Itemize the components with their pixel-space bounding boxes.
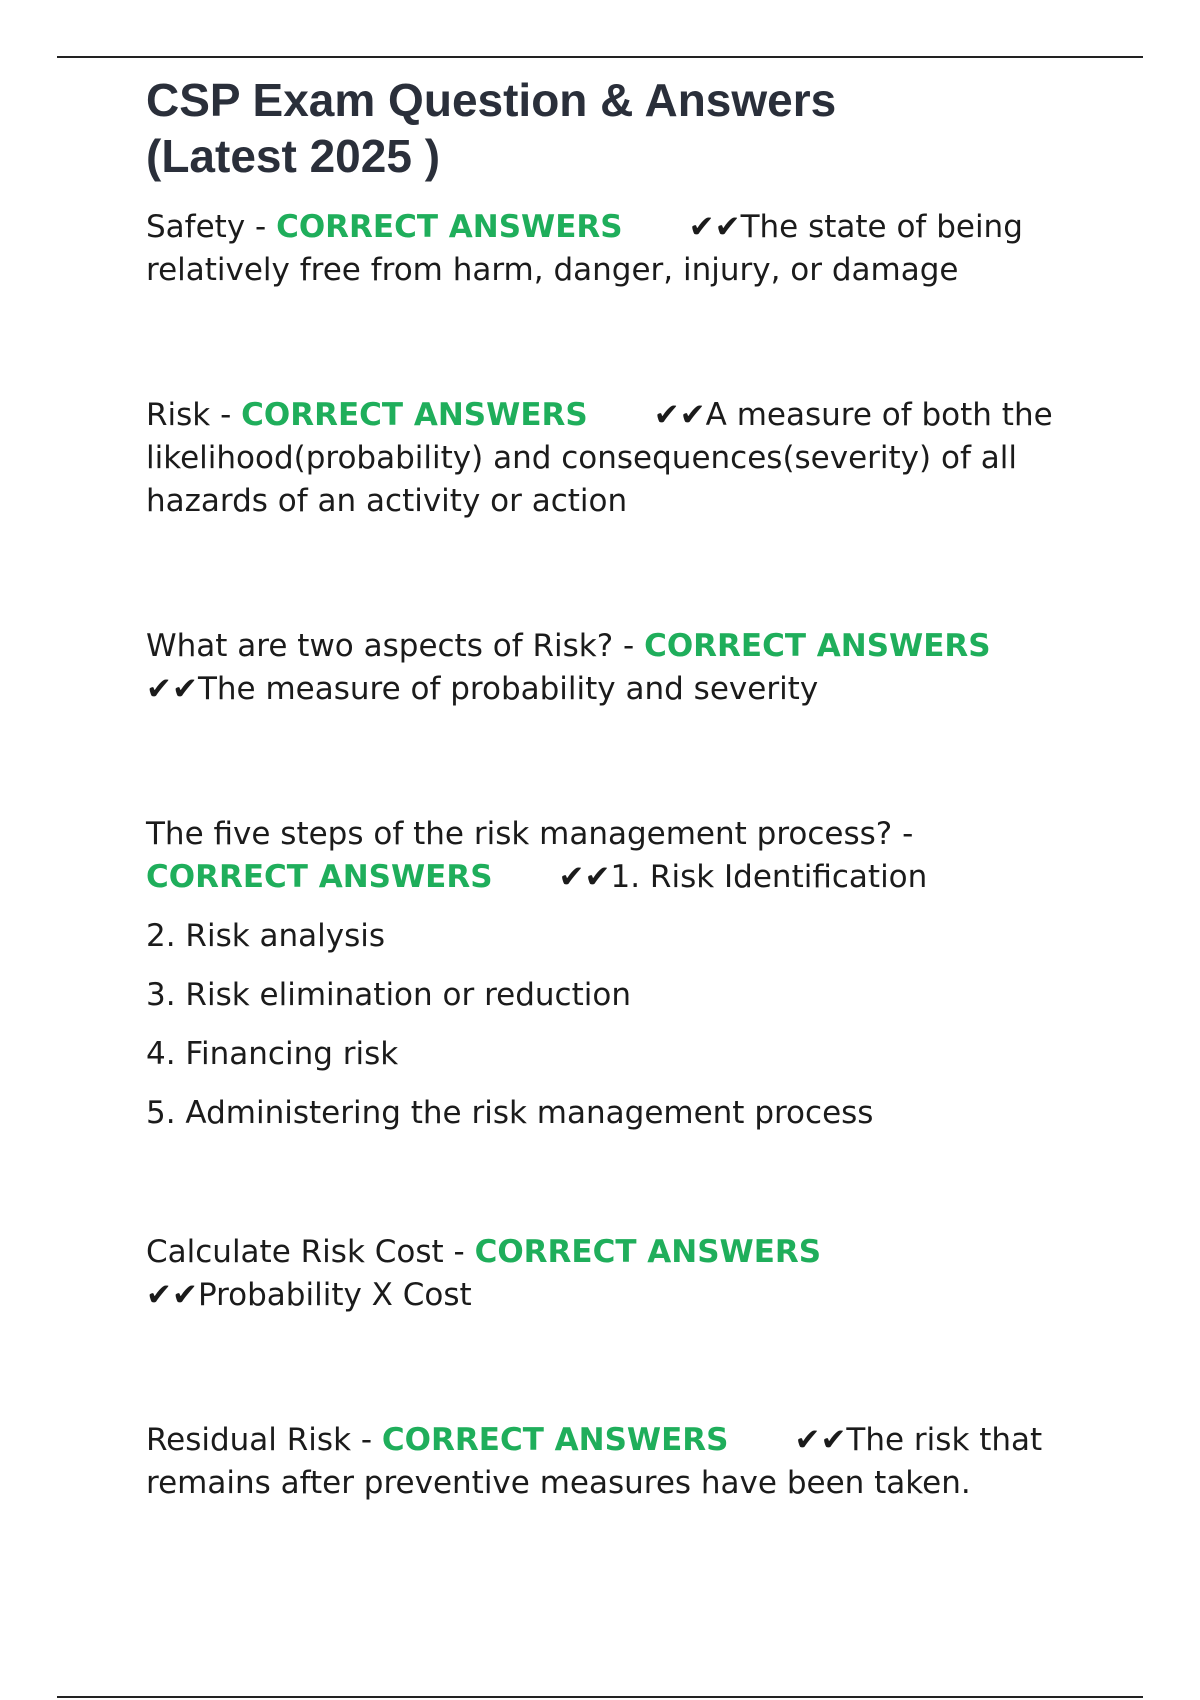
qa-item-risk bbox=[146, 394, 1106, 523]
question-text: Residual Risk - bbox=[146, 1422, 382, 1458]
qa-item-safety bbox=[146, 206, 1106, 292]
correct-answers-label: CORRECT ANSWERS bbox=[241, 397, 588, 433]
question-text: Safety - bbox=[146, 209, 277, 245]
correct-answers-label: CORRECT ANSWERS bbox=[644, 628, 991, 664]
qa-item-risk-steps bbox=[146, 813, 1106, 899]
double-check-icon: ✔✔ bbox=[558, 859, 611, 895]
answer-text: A measure of both the likelihood(probability) and consequences(severity) of all hazards of an activity or action bbox=[146, 397, 1053, 519]
title-line-2: (Latest 2025 ) bbox=[146, 130, 441, 182]
answer-text: The state of being relatively free from harm, danger, injury, or damage bbox=[146, 209, 1023, 288]
correct-answers-label: CORRECT ANSWERS bbox=[146, 859, 493, 895]
correct-answers-label: CORRECT ANSWERS bbox=[276, 209, 623, 245]
answer-text: 1. Risk Identification bbox=[610, 859, 928, 895]
question-text: Calculate Risk Cost - bbox=[146, 1234, 475, 1270]
bottom-rule bbox=[57, 1696, 1143, 1698]
title-line-1: CSP Exam Question & Answers bbox=[146, 74, 837, 126]
list-item: 5. Administering the risk management process bbox=[146, 1095, 874, 1131]
list-item: 3. Risk elimination or reduction bbox=[146, 977, 631, 1013]
answer-text: Probability X Cost bbox=[197, 1277, 472, 1313]
double-check-icon: ✔✔ bbox=[146, 671, 198, 707]
double-check-icon: ✔✔ bbox=[653, 397, 706, 433]
answer-text: The risk that remains after preventive measures have been taken. bbox=[146, 1422, 1043, 1501]
question-text: The five steps of the risk management process? - bbox=[146, 816, 914, 852]
page-title bbox=[146, 72, 1106, 184]
correct-answers-label: CORRECT ANSWERS bbox=[474, 1234, 822, 1270]
qa-item-risk-cost bbox=[146, 1231, 1106, 1317]
double-check-icon: ✔✔ bbox=[688, 209, 741, 245]
list-item: 4. Financing risk bbox=[146, 1036, 399, 1072]
question-text: What are two aspects of Risk? - bbox=[146, 628, 645, 664]
answer-text: The measure of probability and severity bbox=[197, 671, 819, 707]
top-rule bbox=[57, 56, 1143, 58]
double-check-icon: ✔✔ bbox=[146, 1277, 198, 1313]
document-body bbox=[146, 72, 1106, 1505]
question-text: Risk - bbox=[146, 397, 242, 433]
correct-answers-label: CORRECT ANSWERS bbox=[381, 1422, 729, 1458]
double-check-icon: ✔✔ bbox=[794, 1422, 847, 1458]
list-item: 2. Risk analysis bbox=[146, 918, 386, 954]
qa-item-risk-aspects bbox=[146, 625, 1106, 711]
qa-item-residual-risk bbox=[146, 1419, 1106, 1505]
